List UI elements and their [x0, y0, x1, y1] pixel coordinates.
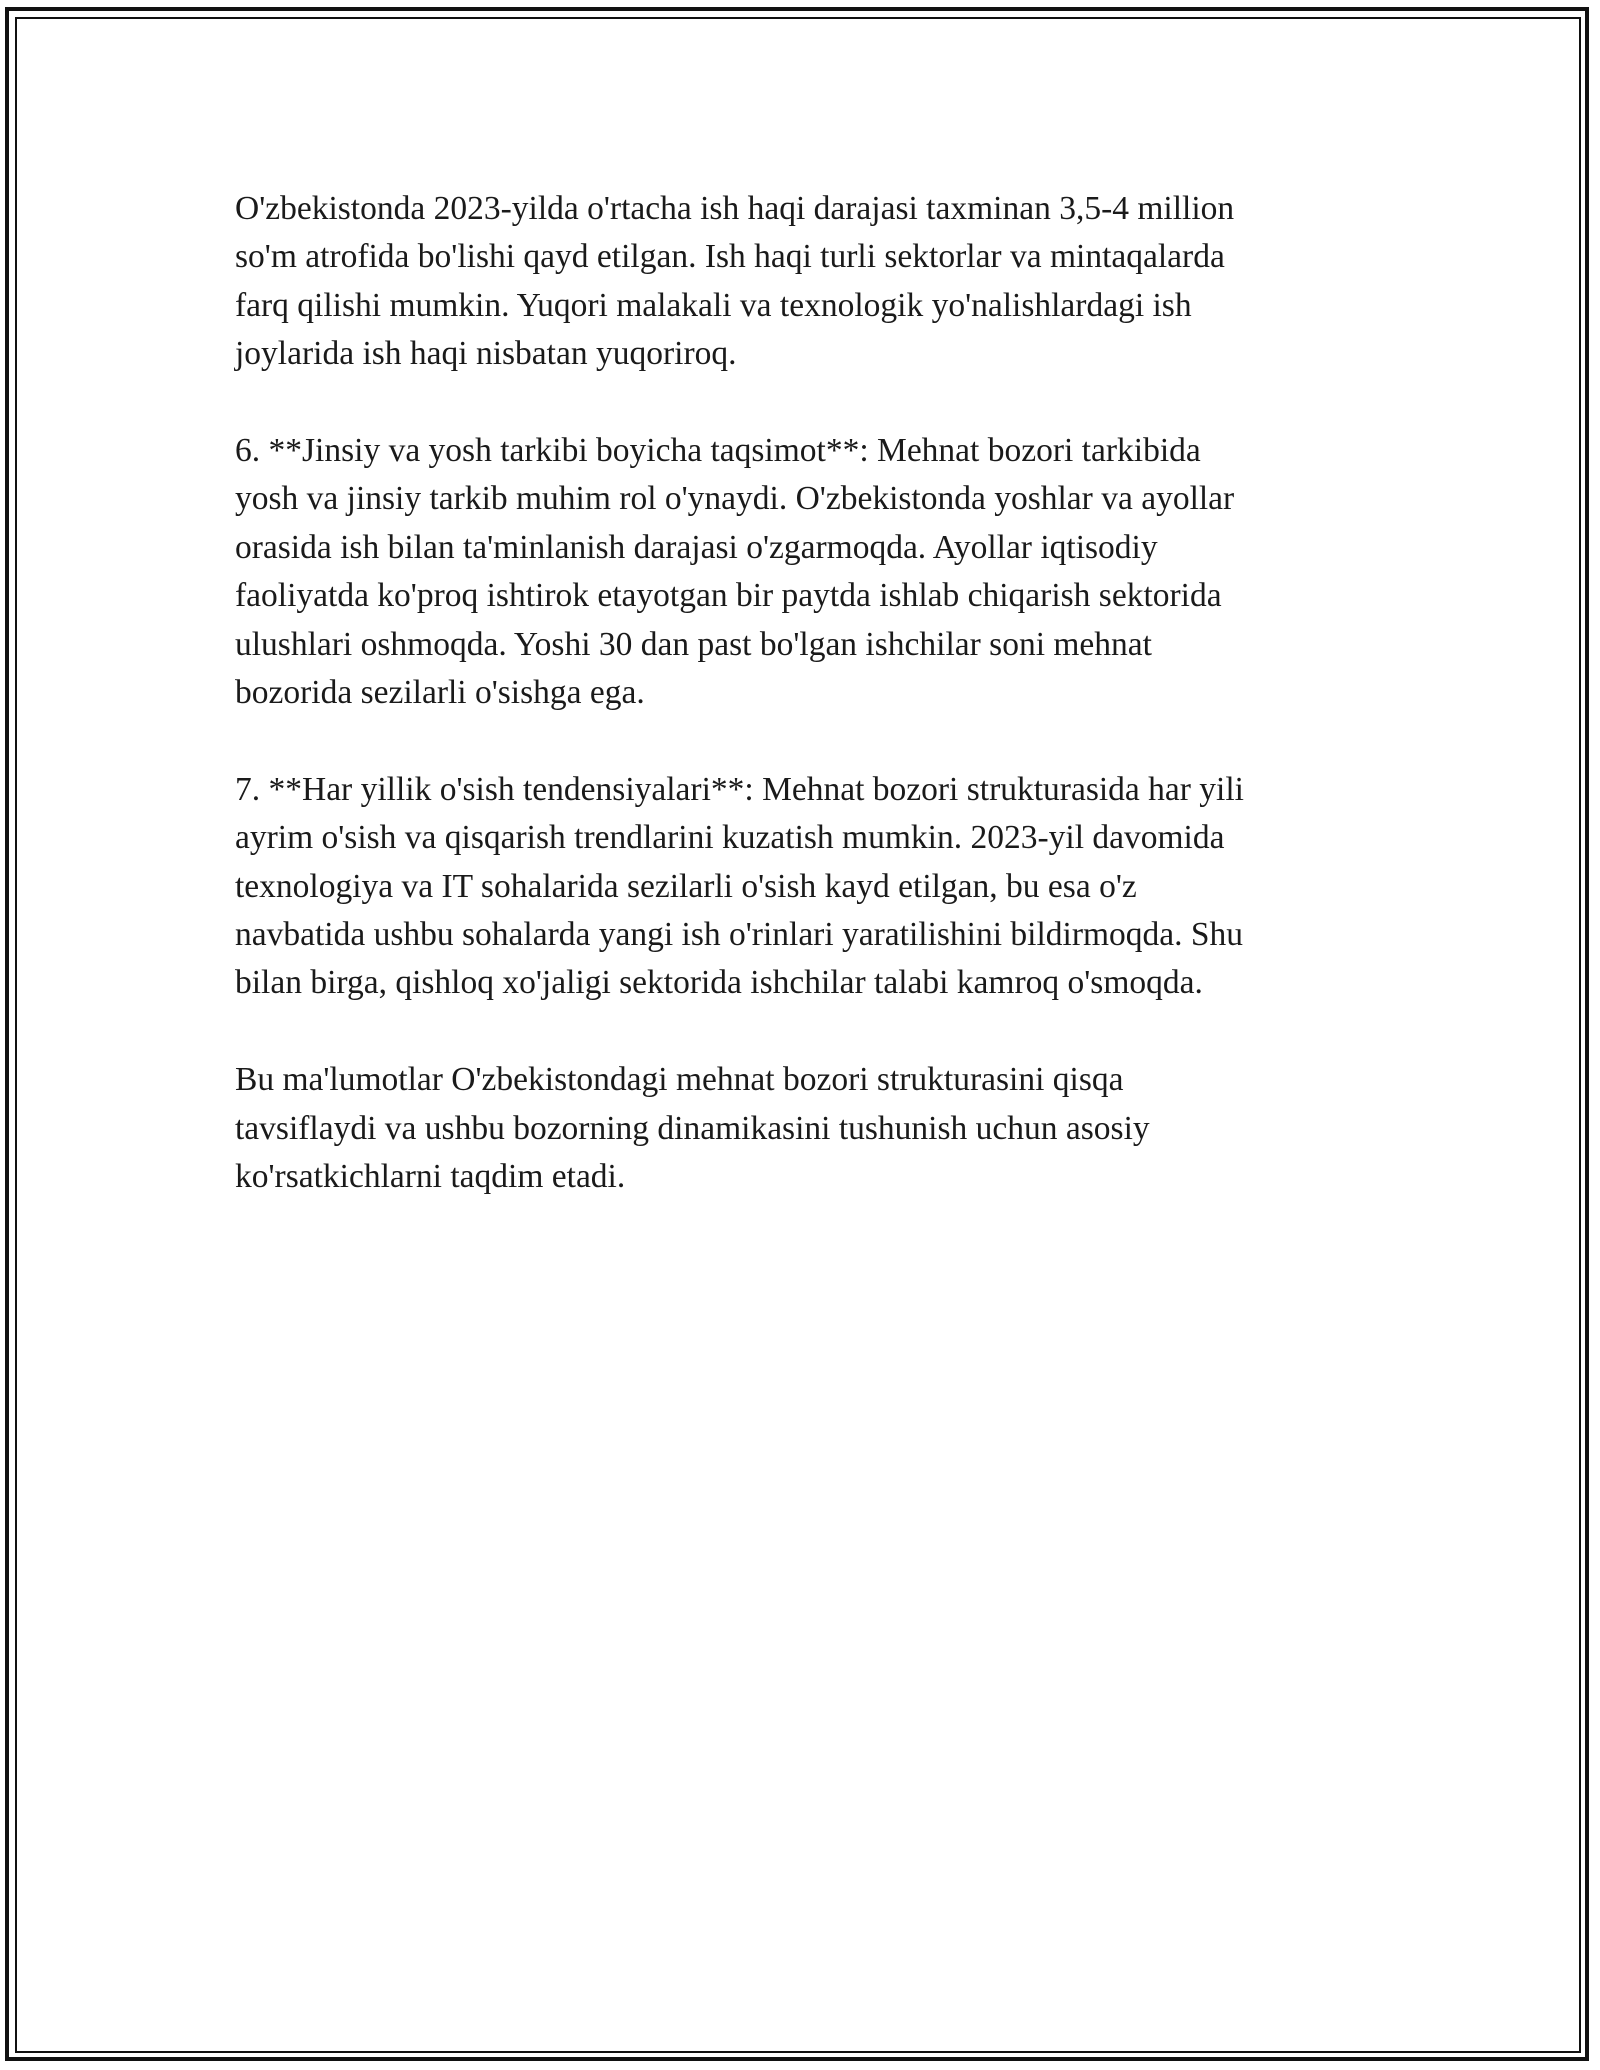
document-body: [235, 185, 1355, 1250]
paragraph-conclusion: Bu ma'lumotlar O'zbekistondagi mehnat bozori strukturasini qisqa tavsiflaydi va ushbu bozorning dinamikasini tushunish uchun asosiy ko'rsatkichlarni taqdim etadi.: [235, 1061, 1150, 1196]
paragraph-annual-growth: 7. **Har yillik o'sish tendensiyalari**: Mehnat bozori strukturasida har yili ayrim o'sish va qisqarish trendlarini kuzatish mumkin. 2023-yil davomida texnologiya va IT sohalarida sezilarli o'sish kayd etilgan, bu esa o'z navbatida ushbu sohalarda yangi ish o'rinlari yaratilishini bildirmoqda. Shu bilan birga, qishloq xo'jaligi sektorida ishchilar talabi kamroq o'smoqda.: [235, 770, 1244, 1002]
paragraph-wages: O'zbekistonda 2023-yilda o'rtacha ish haqi darajasi taxminan 3,5-4 million so'm atrofida bo'lishi qayd etilgan. Ish haqi turli sektorlar va mintaqalarda farq qilishi mumkin. Yuqori malakali va texnologik yo'nalishlardagi ish joylarida ish haqi nisbatan yuqoriroq.: [235, 190, 1235, 373]
paragraph-gender-age: 6. **Jinsiy va yosh tarkibi boyicha taqsimot**: Mehnat bozori tarkibida yosh va jinsiy tarkib muhim rol o'ynaydi. O'zbekistonda yoshlar va ayollar orasida ish bilan ta'minlanish darajasi o'zgarmoqda. Ayollar iqtisodiy faoliyatda ko'proq ishtirok etayotgan bir paytda ishlab chiqarish sektorida ulushlari oshmoqda. Yoshi 30 dan past bo'lgan ishchilar soni mehnat bozorida sezilarli o'sishga ega.: [235, 432, 1235, 712]
